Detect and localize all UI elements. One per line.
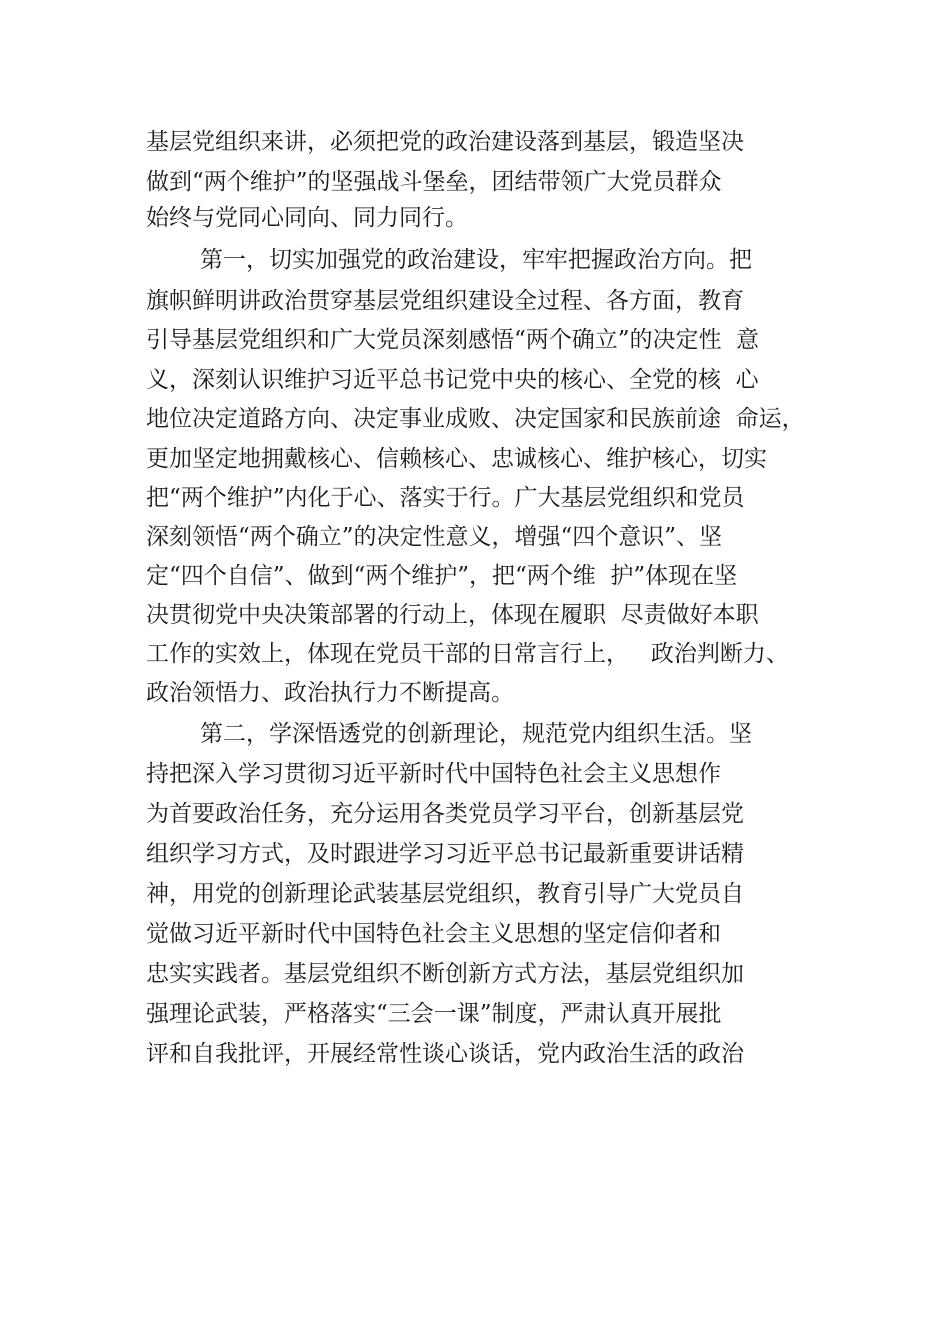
text-line: 地位决定道路方向、决定事业成败、决定国家和民族前途 命运， xyxy=(146,406,805,432)
text-line: 深刻领悟“两个确立”的决定性意义，增强“四个意识”、坚 xyxy=(146,524,723,550)
text-line: 定“四个自信”、做到“两个维护”，把“两个维 护”体现在坚 xyxy=(146,563,738,589)
text-line: 评和自我批评，开展经常性谈心谈话，党内政治生活的政治 xyxy=(146,1041,744,1067)
text-line: 义，深刻认识维护习近平总书记党中央的核心、全党的核 心 xyxy=(146,367,759,393)
text-line: 持把深入学习贯彻习近平新时代中国特色社会主义思想作 xyxy=(146,761,721,787)
text-line: 把“两个维护”内化于心、落实于行。广大基层党组织和党员 xyxy=(146,485,745,511)
text-line: 引导基层党组织和广大党员深刻感悟“两个确立”的决定性 意 xyxy=(146,327,760,353)
text-line: 做到“两个维护”的坚强战斗堡垒，团结带领广大党员群众 xyxy=(146,169,722,195)
text-line: 为首要政治任务，充分运用各类党员学习平台，创新基层党 xyxy=(146,801,744,827)
paragraph-first-line: 第二，学深悟透党的创新理论，规范党内组织生活。坚 xyxy=(200,721,752,747)
text-line: 政治领悟力、政治执行力不断提高。 xyxy=(146,680,514,706)
text-line: 更加坚定地拥戴核心、信赖核心、忠诚核心、维护核心，切实 xyxy=(146,446,767,472)
text-line: 神，用党的创新理论武装基层党组织，教育引导广大党员自 xyxy=(146,881,744,907)
text-line: 忠实实践者。基层党组织不断创新方式方法，基层党组织加 xyxy=(146,961,744,987)
text-line: 工作的实效上，体现在党员干部的日常言行上， 政治判断力、 xyxy=(146,641,789,667)
text-line: 基层党组织来讲，必须把党的政治建设落到基层，锻造坚决 xyxy=(146,129,744,155)
text-line: 旗帜鲜明讲政治贯穿基层党组织建设全过程、各方面，教育 xyxy=(146,288,744,314)
text-line: 强理论武装，严格落实“三会一课”制度，严肃认真开展批 xyxy=(146,1001,722,1027)
paragraph-first-line: 第一，切实加强党的政治建设，牢牢把握政治方向。把 xyxy=(200,247,752,273)
text-line: 组织学习方式，及时跟进学习习近平总书记最新重要讲话精 xyxy=(146,841,744,867)
text-line: 决贯彻党中央决策部署的行动上，体现在履职 尽责做好本职 xyxy=(146,602,759,628)
text-line: 始终与党同心同向、同力同行。 xyxy=(146,205,468,231)
text-line: 觉做习近平新时代中国特色社会主义思想的坚定信仰者和 xyxy=(146,921,721,947)
